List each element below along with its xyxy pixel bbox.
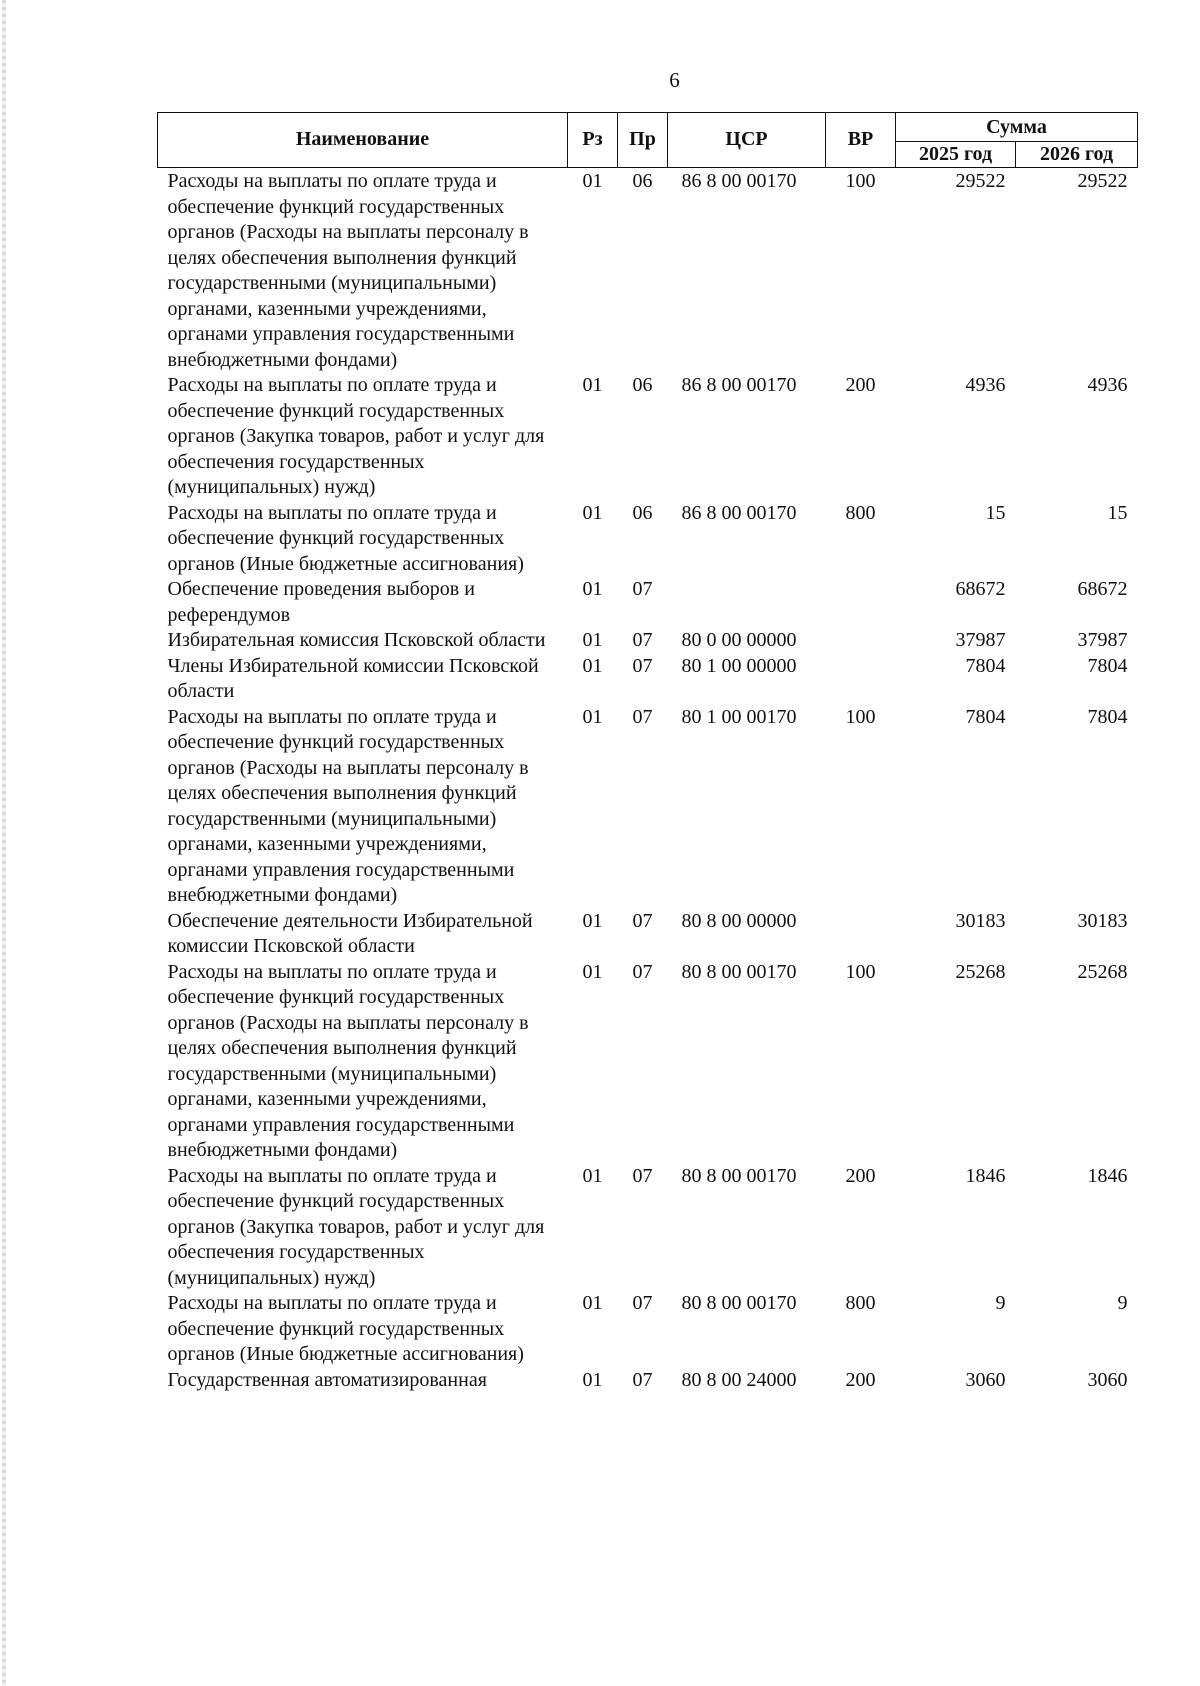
cell-sum-2025: 1846 [965, 1164, 1006, 1187]
cell-sum-2026: 29522 [1077, 170, 1128, 192]
cell-pr: 07 [632, 960, 653, 983]
cell-csr: 86 8 00 00170 [681, 374, 797, 396]
cell-csr: 80 8 00 00170 [681, 1164, 797, 1187]
cell-name: Расходы на выплаты по оплате труда и обеспечение функций государственных органов (Закупка товаров, работ и услуг для обеспечения государственных (муниципальных) нужд) [167, 374, 545, 498]
header-year-2026: 2026 год [1016, 141, 1138, 167]
header-name: Наименование [158, 113, 568, 168]
cell-name: Обеспечение деятельности Избирательной комиссии Псковской области [167, 909, 533, 957]
cell-sum-2026: 1846 [1087, 1164, 1128, 1187]
cell-rz: 01 [582, 170, 603, 192]
header-rz: Рз [568, 113, 618, 168]
cell-pr: 07 [632, 578, 653, 600]
cell-vr [826, 909, 896, 960]
cell-rz: 01 [582, 578, 603, 600]
cell-csr: 80 8 00 24000 [681, 1368, 797, 1391]
table-row [158, 373, 1138, 501]
header-sum: Сумма [896, 113, 1138, 142]
cell-pr: 07 [632, 1292, 653, 1314]
cell-pr: 06 [632, 501, 653, 524]
cell-name: Расходы на выплаты по оплате труда и обеспечение функций государственных органов (Расходы на выплаты персоналу в целях обеспечения выполнения функций государственными (муниципальными) органами, казенными учреждениями, органами управления государственными внебюджетными фондами) [167, 960, 529, 1161]
cell-vr: 200 [845, 1164, 876, 1187]
cell-csr: 86 8 00 00170 [681, 170, 797, 192]
cell-name: Государственная автоматизированная [167, 1368, 487, 1391]
cell-sum-2026: 7804 [1087, 654, 1128, 677]
cell-sum-2025: 25268 [955, 960, 1006, 983]
cell-name: Избирательная комиссия Псковской области [167, 629, 546, 651]
cell-vr [826, 628, 896, 654]
cell-vr: 100 [845, 170, 876, 192]
cell-csr: 80 8 00 00170 [681, 1292, 797, 1314]
header-csr: ЦСР [668, 113, 826, 168]
cell-rz: 01 [582, 629, 603, 651]
cell-sum-2026: 7804 [1087, 705, 1128, 728]
cell-sum-2025: 9 [995, 1292, 1006, 1314]
cell-rz: 01 [582, 501, 603, 524]
cell-rz: 01 [582, 1164, 603, 1187]
scan-edge-decoration [2, 0, 6, 1686]
header-year-2025: 2025 год [896, 141, 1016, 167]
cell-pr: 07 [632, 629, 653, 651]
cell-vr: 100 [845, 960, 876, 983]
header-pr: Пр [618, 113, 668, 168]
cell-rz: 01 [582, 374, 603, 396]
cell-sum-2025: 15 [985, 501, 1006, 524]
cell-sum-2025: 68672 [955, 578, 1006, 600]
table-row [158, 960, 1138, 1164]
cell-csr: 80 1 00 00000 [681, 654, 797, 677]
cell-sum-2025: 7804 [965, 654, 1006, 677]
cell-sum-2026: 68672 [1077, 578, 1128, 600]
cell-name: Обеспечение проведения выборов и референдумов [167, 578, 475, 626]
cell-name: Расходы на выплаты по оплате труда и обеспечение функций государственных органов (Расходы на выплаты персоналу в целях обеспечения выполнения функций государственными (муниципальными) органами, казенными учреждениями, органами управления государственными внебюджетными фондами) [167, 170, 529, 371]
cell-pr: 07 [632, 654, 653, 677]
cell-csr: 80 8 00 00170 [681, 960, 797, 983]
table-row [158, 501, 1138, 578]
table-row [158, 168, 1138, 374]
cell-sum-2025: 4936 [965, 374, 1006, 396]
cell-vr [826, 577, 896, 628]
table-row [158, 909, 1138, 960]
cell-rz: 01 [582, 705, 603, 728]
cell-rz: 01 [582, 654, 603, 677]
header-vr: ВР [826, 113, 896, 168]
cell-sum-2026: 9 [1117, 1292, 1128, 1314]
cell-vr: 800 [845, 501, 876, 524]
cell-sum-2026: 25268 [1077, 960, 1128, 983]
cell-sum-2025: 30183 [955, 909, 1006, 932]
cell-name: Расходы на выплаты по оплате труда и обеспечение функций государственных органов (Иные бюджетные ассигнования) [167, 1292, 524, 1365]
cell-pr: 07 [632, 705, 653, 728]
cell-sum-2025: 37987 [955, 629, 1006, 651]
cell-sum-2026: 30183 [1077, 909, 1128, 932]
cell-pr: 06 [632, 374, 653, 396]
cell-rz: 01 [582, 1368, 603, 1391]
cell-sum-2025: 7804 [965, 705, 1006, 728]
cell-pr: 07 [632, 1164, 653, 1187]
cell-csr: 80 1 00 00170 [681, 705, 797, 728]
cell-name: Расходы на выплаты по оплате труда и обеспечение функций государственных органов (Иные бюджетные ассигнования) [167, 501, 524, 575]
table-row [158, 628, 1138, 654]
cell-sum-2025: 3060 [965, 1368, 1006, 1391]
cell-rz: 01 [582, 1292, 603, 1314]
page-number: 6 [669, 68, 680, 92]
cell-name: Члены Избирательной комиссии Псковской области [167, 654, 539, 702]
cell-csr: 80 0 00 00000 [681, 629, 797, 651]
cell-rz: 01 [582, 960, 603, 983]
table-row [158, 705, 1138, 909]
cell-vr: 200 [845, 374, 876, 396]
cell-pr: 07 [632, 909, 653, 932]
cell-name: Расходы на выплаты по оплате труда и обеспечение функций государственных органов (Закупка товаров, работ и услуг для обеспечения государственных (муниципальных) нужд) [167, 1164, 545, 1289]
cell-sum-2026: 3060 [1087, 1368, 1128, 1391]
table-row [158, 654, 1138, 705]
cell-pr: 07 [632, 1368, 653, 1391]
cell-csr: 86 8 00 00170 [681, 501, 797, 524]
budget-table [157, 112, 1138, 1393]
cell-vr [826, 654, 896, 705]
cell-sum-2026: 4936 [1087, 374, 1128, 396]
cell-rz: 01 [582, 909, 603, 932]
cell-pr: 06 [632, 170, 653, 192]
cell-vr: 800 [845, 1292, 876, 1314]
cell-vr: 200 [845, 1368, 876, 1391]
table-row [158, 1291, 1138, 1368]
cell-csr: 80 8 00 00000 [681, 909, 797, 932]
table-body [158, 168, 1138, 1394]
cell-csr [668, 577, 826, 628]
cell-sum-2026: 37987 [1077, 629, 1128, 651]
table-header [158, 113, 1138, 168]
cell-vr: 100 [845, 705, 876, 728]
cell-sum-2025: 29522 [955, 170, 1006, 192]
table-row [158, 1164, 1138, 1292]
table-row [158, 1368, 1138, 1394]
cell-name: Расходы на выплаты по оплате труда и обеспечение функций государственных органов (Расходы на выплаты персоналу в целях обеспечения выполнения функций государственными (муниципальными) органами, казенными учреждениями, органами управления государственными внебюджетными фондами) [167, 705, 529, 906]
cell-sum-2026: 15 [1107, 501, 1128, 524]
table-row [158, 577, 1138, 628]
